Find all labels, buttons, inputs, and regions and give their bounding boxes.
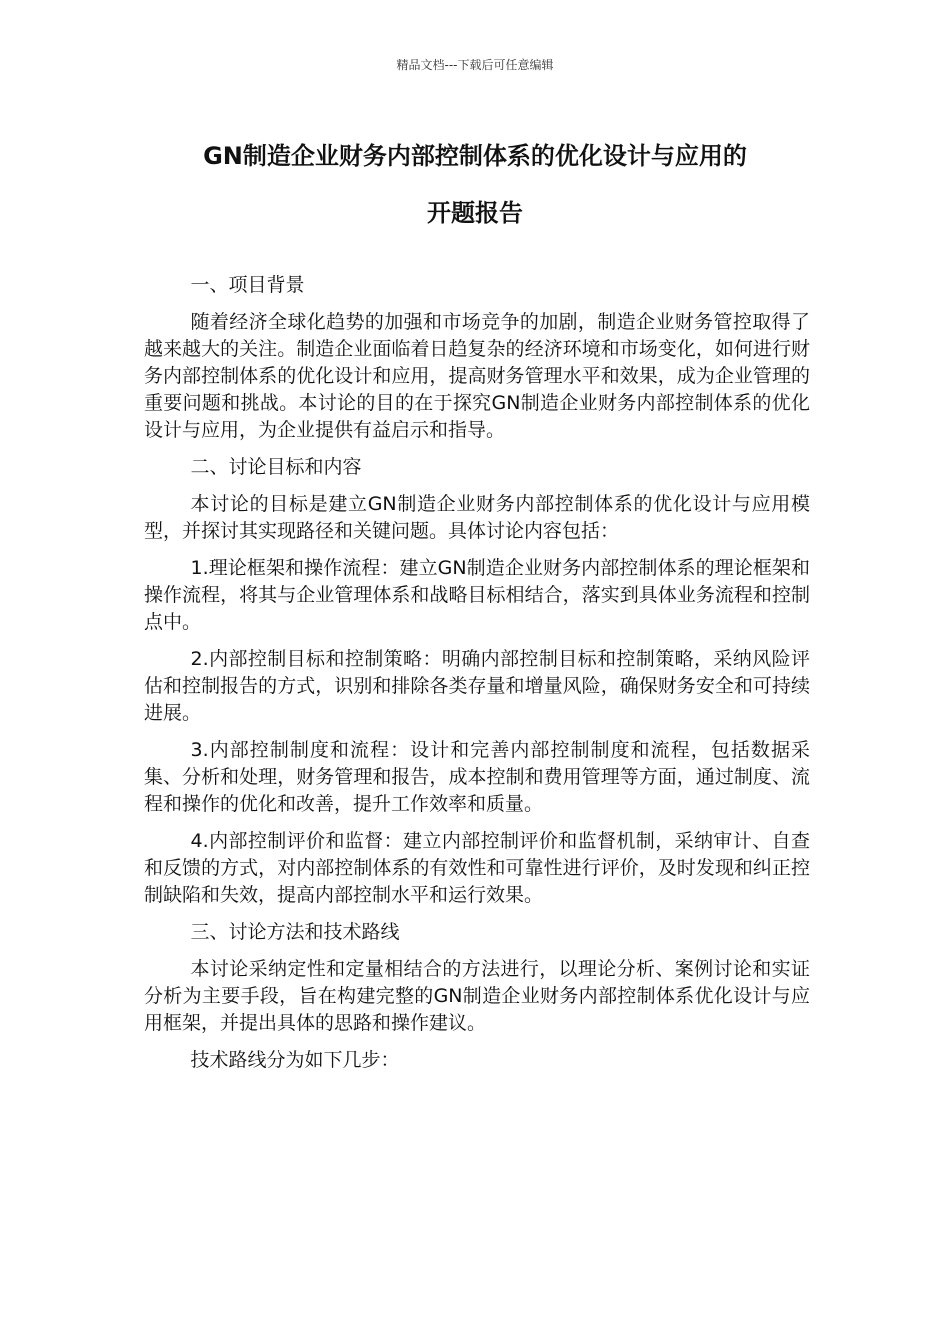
paragraph-methods: 本讨论采纳定性和定量相结合的方法进行，以理论分析、案例讨论和实证分析为主要手段，旨在构建完整的GN制造企业财务内部控制体系优化设计与应用框架，并提出具体的思路和操作建议。 (144, 958, 810, 1034)
list-item-4: 4.内部控制评价和监督：建立内部控制评价和监督机制，采纳审计、自查和反馈的方式，对内部控制体系的有效性和可靠性进行评价，及时发现和纠正控制缺陷和失效，提高内部控制水平和运行效果。 (144, 830, 810, 906)
document-title-line-2: 开题报告 (427, 199, 523, 227)
section-heading-background: 一、项目背景 (190, 274, 305, 296)
list-item-2: 2.内部控制目标和控制策略：明确内部控制目标和控制策略，采纳风险评估和控制报告的方式，识别和排除各类存量和增量风险，确保财务安全和可持续进展。 (144, 648, 810, 724)
document-body (144, 272, 810, 1084)
document-title-line-1: GN制造企业财务内部控制体系的优化设计与应用的 (203, 142, 747, 170)
paragraph-background: 随着经济全球化趋势的加强和市场竞争的加剧，制造企业财务管控取得了越来越大的关注。制造企业面临着日趋复杂的经济环境和市场变化，如何进行财务内部控制体系的优化设计和应用，提高财务管理水平和效果，成为企业管理的重要问题和挑战。本讨论的目的在于探究GN制造企业财务内部控制体系的优化设计与应用，为企业提供有益启示和指导。 (144, 311, 810, 441)
paragraph-goals-intro: 本讨论的目标是建立GN制造企业财务内部控制体系的优化设计与应用模型，并探讨其实现路径和关键问题。具体讨论内容包括： (144, 493, 810, 542)
page-header: 精品文档---下载后可任意编辑 (396, 58, 554, 72)
section-heading-methods: 三、讨论方法和技术路线 (190, 921, 400, 943)
list-item-1: 1.理论框架和操作流程：建立GN制造企业财务内部控制体系的理论框架和操作流程，将其与企业管理体系和战略目标相结合，落实到具体业务流程和控制点中。 (144, 557, 810, 633)
list-item-3: 3.内部控制制度和流程：设计和完善内部控制制度和流程，包括数据采集、分析和处理，财务管理和报告，成本控制和费用管理等方面，通过制度、流程和操作的优化和改善，提升工作效率和质量。 (144, 739, 810, 815)
section-heading-goals: 二、讨论目标和内容 (190, 456, 362, 478)
technical-route-heading: 技术路线分为如下几步： (190, 1049, 400, 1071)
